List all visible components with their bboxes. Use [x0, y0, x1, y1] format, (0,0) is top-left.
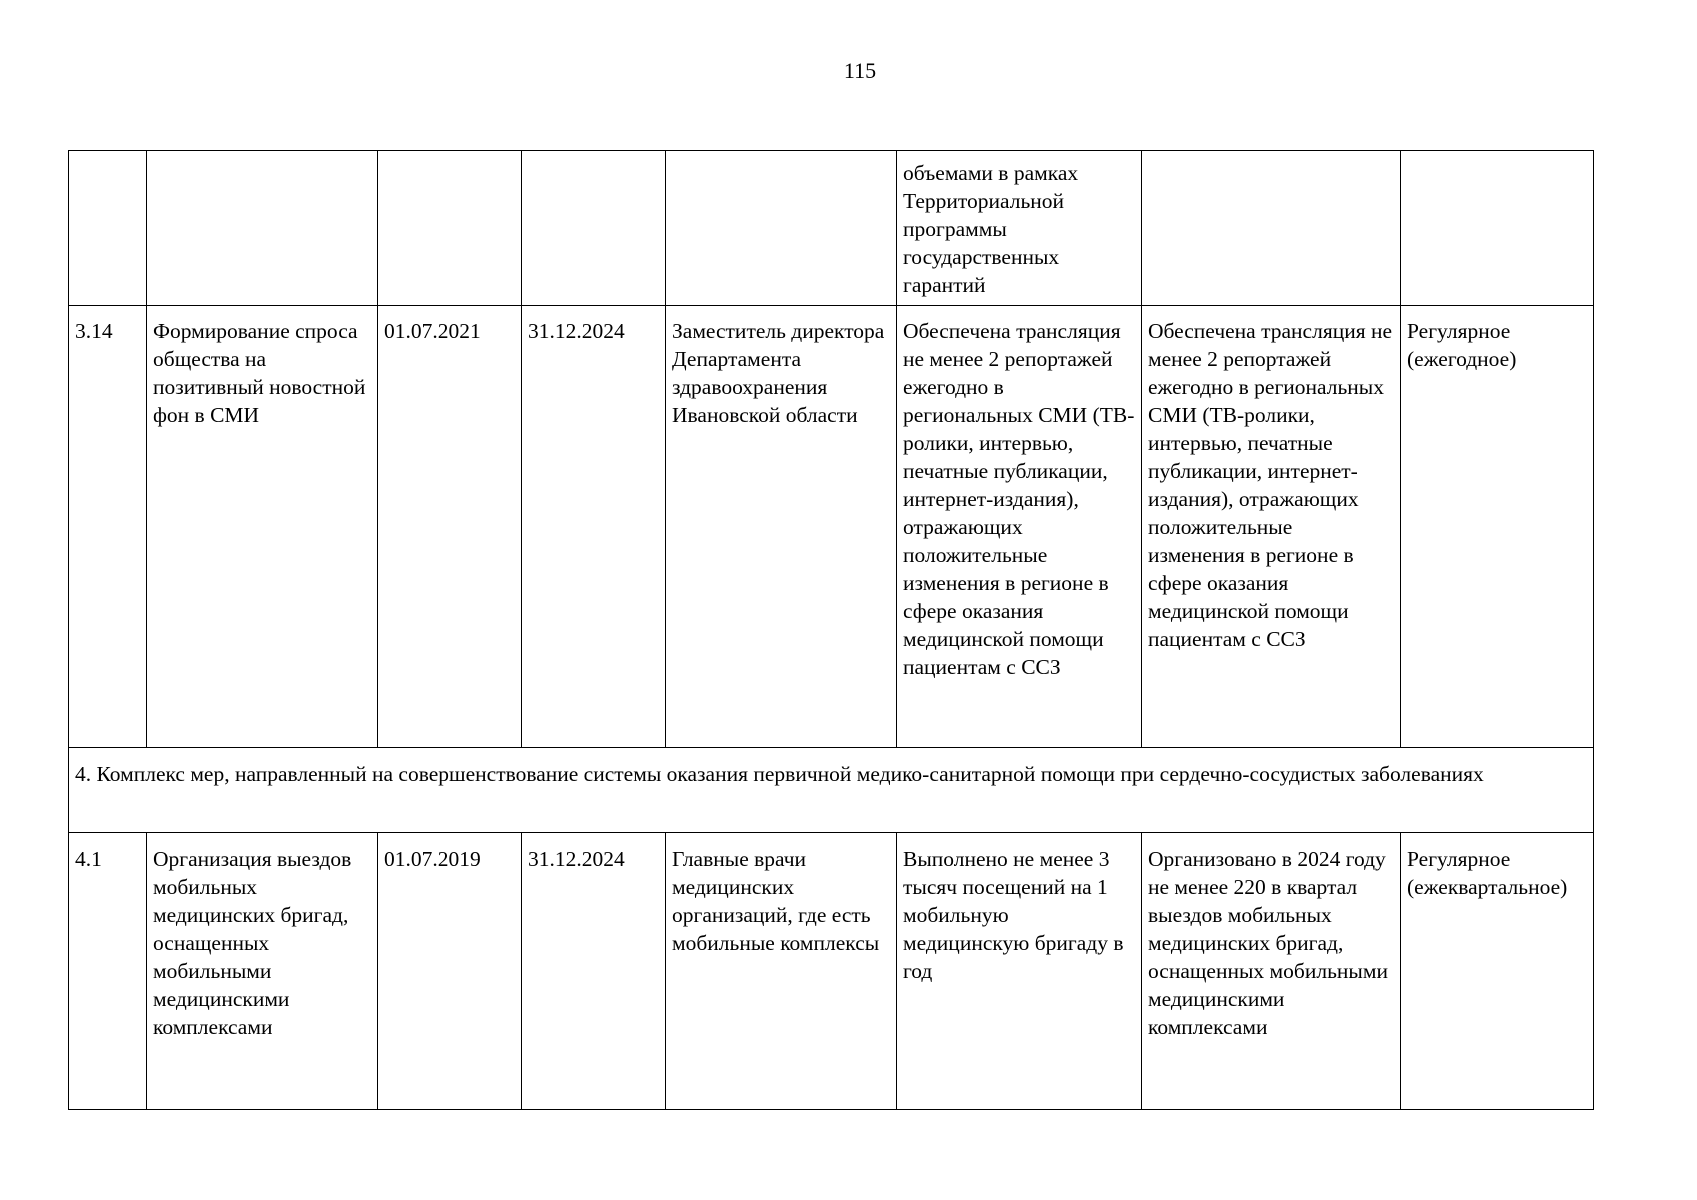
measures-table	[68, 150, 1594, 1110]
cell-indicator: Организовано в 2024 году не менее 220 в квартал выездов мобильных медицинских бригад, оснащенных мобильными медицинскими комплексами	[1142, 833, 1401, 1110]
cell-event: Формирование спроса общества на позитивный новостной фон в СМИ	[147, 306, 378, 748]
section-heading: 4. Комплекс мер, направленный на совершенствование системы оказания первичной медико-санитарной помощи при сердечно-сосудистых заболеваниях	[69, 748, 1594, 833]
cell-event: Организация выездов мобильных медицинских бригад, оснащенных мобильными медицинскими комплексами	[147, 833, 378, 1110]
section-row	[69, 748, 1594, 833]
cell-end-date: 31.12.2024	[522, 833, 666, 1110]
cell-end-date: 31.12.2024	[522, 306, 666, 748]
cell-responsible: Заместитель директора Департамента здравоохранения Ивановской области	[666, 306, 897, 748]
table-row	[69, 151, 1594, 306]
cell-number: 4.1	[69, 833, 147, 1110]
table-row	[69, 306, 1594, 748]
cell-responsible	[666, 151, 897, 306]
cell-number	[69, 151, 147, 306]
cell-type	[1401, 151, 1594, 306]
cell-start-date: 01.07.2021	[378, 306, 522, 748]
cell-indicator: Обеспечена трансляция не менее 2 репортажей ежегодно в региональных СМИ (ТВ-ролики, интервью, печатные публикации, интернет-издания), отражающих положительные изменения в регионе в сфере оказания медицинской помощи пациентам с ССЗ	[1142, 306, 1401, 748]
cell-number: 3.14	[69, 306, 147, 748]
cell-result: объемами в рамках Территориальной программы государственных гарантий	[897, 151, 1142, 306]
cell-end-date	[522, 151, 666, 306]
cell-type: Регулярное (ежеквартальное)	[1401, 833, 1594, 1110]
cell-event	[147, 151, 378, 306]
cell-start-date: 01.07.2019	[378, 833, 522, 1110]
page-number: 115	[843, 58, 877, 83]
cell-responsible: Главные врачи медицинских организаций, где есть мобильные комплексы	[666, 833, 897, 1110]
cell-result: Выполнено не менее 3 тысяч посещений на 1 мобильную медицинскую бригаду в год	[897, 833, 1142, 1110]
cell-start-date	[378, 151, 522, 306]
cell-type: Регулярное (ежегодное)	[1401, 306, 1594, 748]
cell-indicator	[1142, 151, 1401, 306]
cell-result: Обеспечена трансляция не менее 2 репортажей ежегодно в региональных СМИ (ТВ-ролики, интервью, печатные публикации, интернет-издания), отражающих положительные изменения в регионе в сфере оказания медицинской помощи пациентам с ССЗ	[897, 306, 1142, 748]
table-row	[69, 833, 1594, 1110]
